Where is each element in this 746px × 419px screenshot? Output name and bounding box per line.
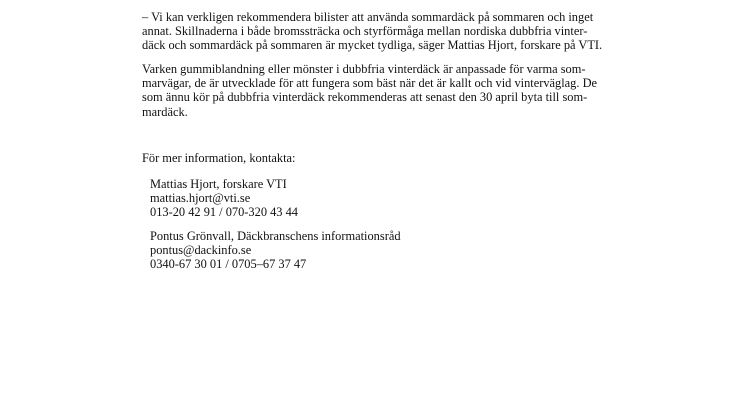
contact-list [150, 177, 662, 272]
paragraph-line: – Vi kan verkligen rekommendera bilister att använda sommardäck på sommaren och inget [142, 10, 594, 24]
contact-name: Mattias Hjort, forskare VTI [150, 176, 287, 191]
contact-phone: 013-20 42 91 / 070-320 43 44 [150, 204, 298, 219]
contact-card [150, 229, 662, 271]
paragraph-line: marvägar, de är utvecklade för att fungera som bäst när det är kallt och vid vinterväglag. De [142, 76, 598, 91]
contact-name: Pontus Grönvall, Däckbranschens informationsråd [150, 229, 401, 244]
quote-paragraph [142, 10, 662, 52]
contact-card [150, 177, 662, 219]
paragraph-line: däck och sommardäck på sommaren är mycket tydliga, säger Mattias Hjort, forskare på VTI. [142, 38, 603, 53]
paragraph-line: som ännu kör på dubbfria vinterdäck rekommenderas att senast den 30 april byta till som- [142, 90, 588, 105]
paragraph-line: annat. Skillnaderna i både bromssträcka och styrförmåga mellan nordiska dubbfria vinter- [142, 24, 588, 39]
contact-phone: 0340-67 30 01 / 0705–67 37 47 [150, 257, 307, 272]
paragraph-line: Varken gummiblandning eller mönster i dubbfria vinterdäck är anpassade för varma som- [142, 62, 586, 77]
contact-email[interactable]: mattias.hjort@vti.se [150, 190, 251, 205]
contact-heading: För mer information, kontakta: [142, 150, 296, 165]
document-page [142, 10, 662, 281]
paragraph-line: mardäck. [142, 104, 188, 119]
recommendation-paragraph [142, 62, 662, 118]
contact-email[interactable]: pontus@dackinfo.se [150, 243, 252, 258]
